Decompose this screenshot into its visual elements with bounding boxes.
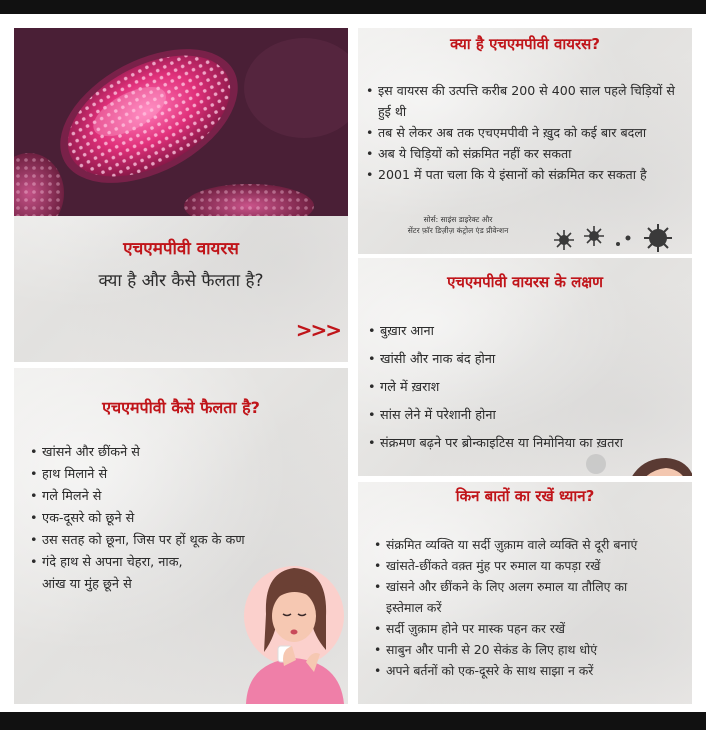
list-item: • अब ये चिड़ियों को संक्रमित नहीं कर सकता [364, 143, 690, 164]
card-what-is [358, 28, 692, 254]
list-item: • संक्रमित व्यक्ति या सर्दी ज़ुक़ाम वाले व्यक्ति से दूरी बनाएं [372, 534, 690, 555]
source-line: सोर्स: साइंस डाइरेक्ट और [423, 215, 493, 224]
sick-woman-illustration-icon [238, 554, 348, 704]
symptoms-list [366, 318, 692, 458]
list-item: • साबुन और पानी से 20 सेकंड के लिए हाथ धोएं [372, 639, 690, 660]
source-note [358, 214, 558, 236]
list-item-continuation: आंख या मुंह छूने से [42, 577, 132, 592]
list-item: • खांसने और छींकने के लिए अलग रुमाल या तौलिए का [372, 576, 690, 597]
source-line: सेंटर फ़ॉर डिज़ीज़ कंट्रोल एंड प्रीवेन्शन [407, 226, 509, 235]
list-item: • खांसने और छींकने से [28, 442, 328, 464]
what-is-list [364, 80, 690, 185]
list-item: • एक-दूसरे को छूने से [28, 508, 328, 530]
card-symptoms [358, 258, 692, 476]
list-item: • इस वायरस की उत्पत्ति करीब 200 से 400 साल पहले चिड़ियों से हुई थी [364, 80, 690, 122]
precautions-title: किन बातों का रखें ध्यान? [455, 487, 595, 505]
card-precautions [358, 482, 692, 704]
list-item: • 2001 में पता चला कि ये इंसानों को संक्रमित कर सकता है [364, 164, 690, 185]
top-black-bar [0, 0, 706, 14]
list-item: • अपने बर्तनों को एक-दूसरे के साथ साझा न करें [372, 660, 690, 681]
list-item: • गले में ख़राश [366, 374, 692, 402]
intro-title: एचएमपीवी वायरस [123, 239, 239, 259]
spread-title: एचएमपीवी कैसे फैलता है? [102, 398, 260, 417]
list-item-continuation: इस्तेमाल करें [386, 600, 442, 615]
list-item: • गले मिलने से [28, 486, 328, 508]
next-arrows-icon: >>> [295, 318, 340, 342]
germ-icons [546, 222, 686, 252]
list-item: • सांस लेने में परेशानी होना [366, 402, 692, 430]
what-is-title: क्या है एचएमपीवी वायरस? [450, 35, 600, 53]
precautions-list [372, 534, 690, 681]
list-item: • तब से लेकर अब तक एचएमपीवी ने ख़ुद को कई बार बदला [364, 122, 690, 143]
symptoms-title: एचएमपीवी वायरस के लक्षण [447, 273, 603, 291]
list-item: • हाथ मिलाने से [28, 464, 328, 486]
card-how-spreads [14, 368, 348, 704]
card-intro [14, 28, 348, 362]
list-item: • बुख़ार आना [366, 318, 692, 346]
virus-photo [14, 28, 348, 216]
bottom-black-bar [0, 712, 706, 730]
list-item: • खांसी और नाक बंद होना [366, 346, 692, 374]
intro-subtitle: क्या है और कैसे फैलता है? [98, 271, 264, 291]
person-illustration-icon [576, 450, 692, 476]
list-item: • सर्दी ज़ुक़ाम होने पर मास्क पहन कर रखें [372, 618, 690, 639]
list-item: • गंदे हाथ से अपना चेहरा, नाक, [28, 552, 328, 574]
list-item: • उस सतह को छूना, जिस पर हों थूक के कण [28, 530, 328, 552]
list-item: • संक्रमण बढ़ने पर ब्रोन्काइटिस या निमोनिया का ख़तरा [366, 430, 692, 458]
list-item: • खांसते-छींकते वक़्त मुंह पर रुमाल या कपड़ा रखें [372, 555, 690, 576]
